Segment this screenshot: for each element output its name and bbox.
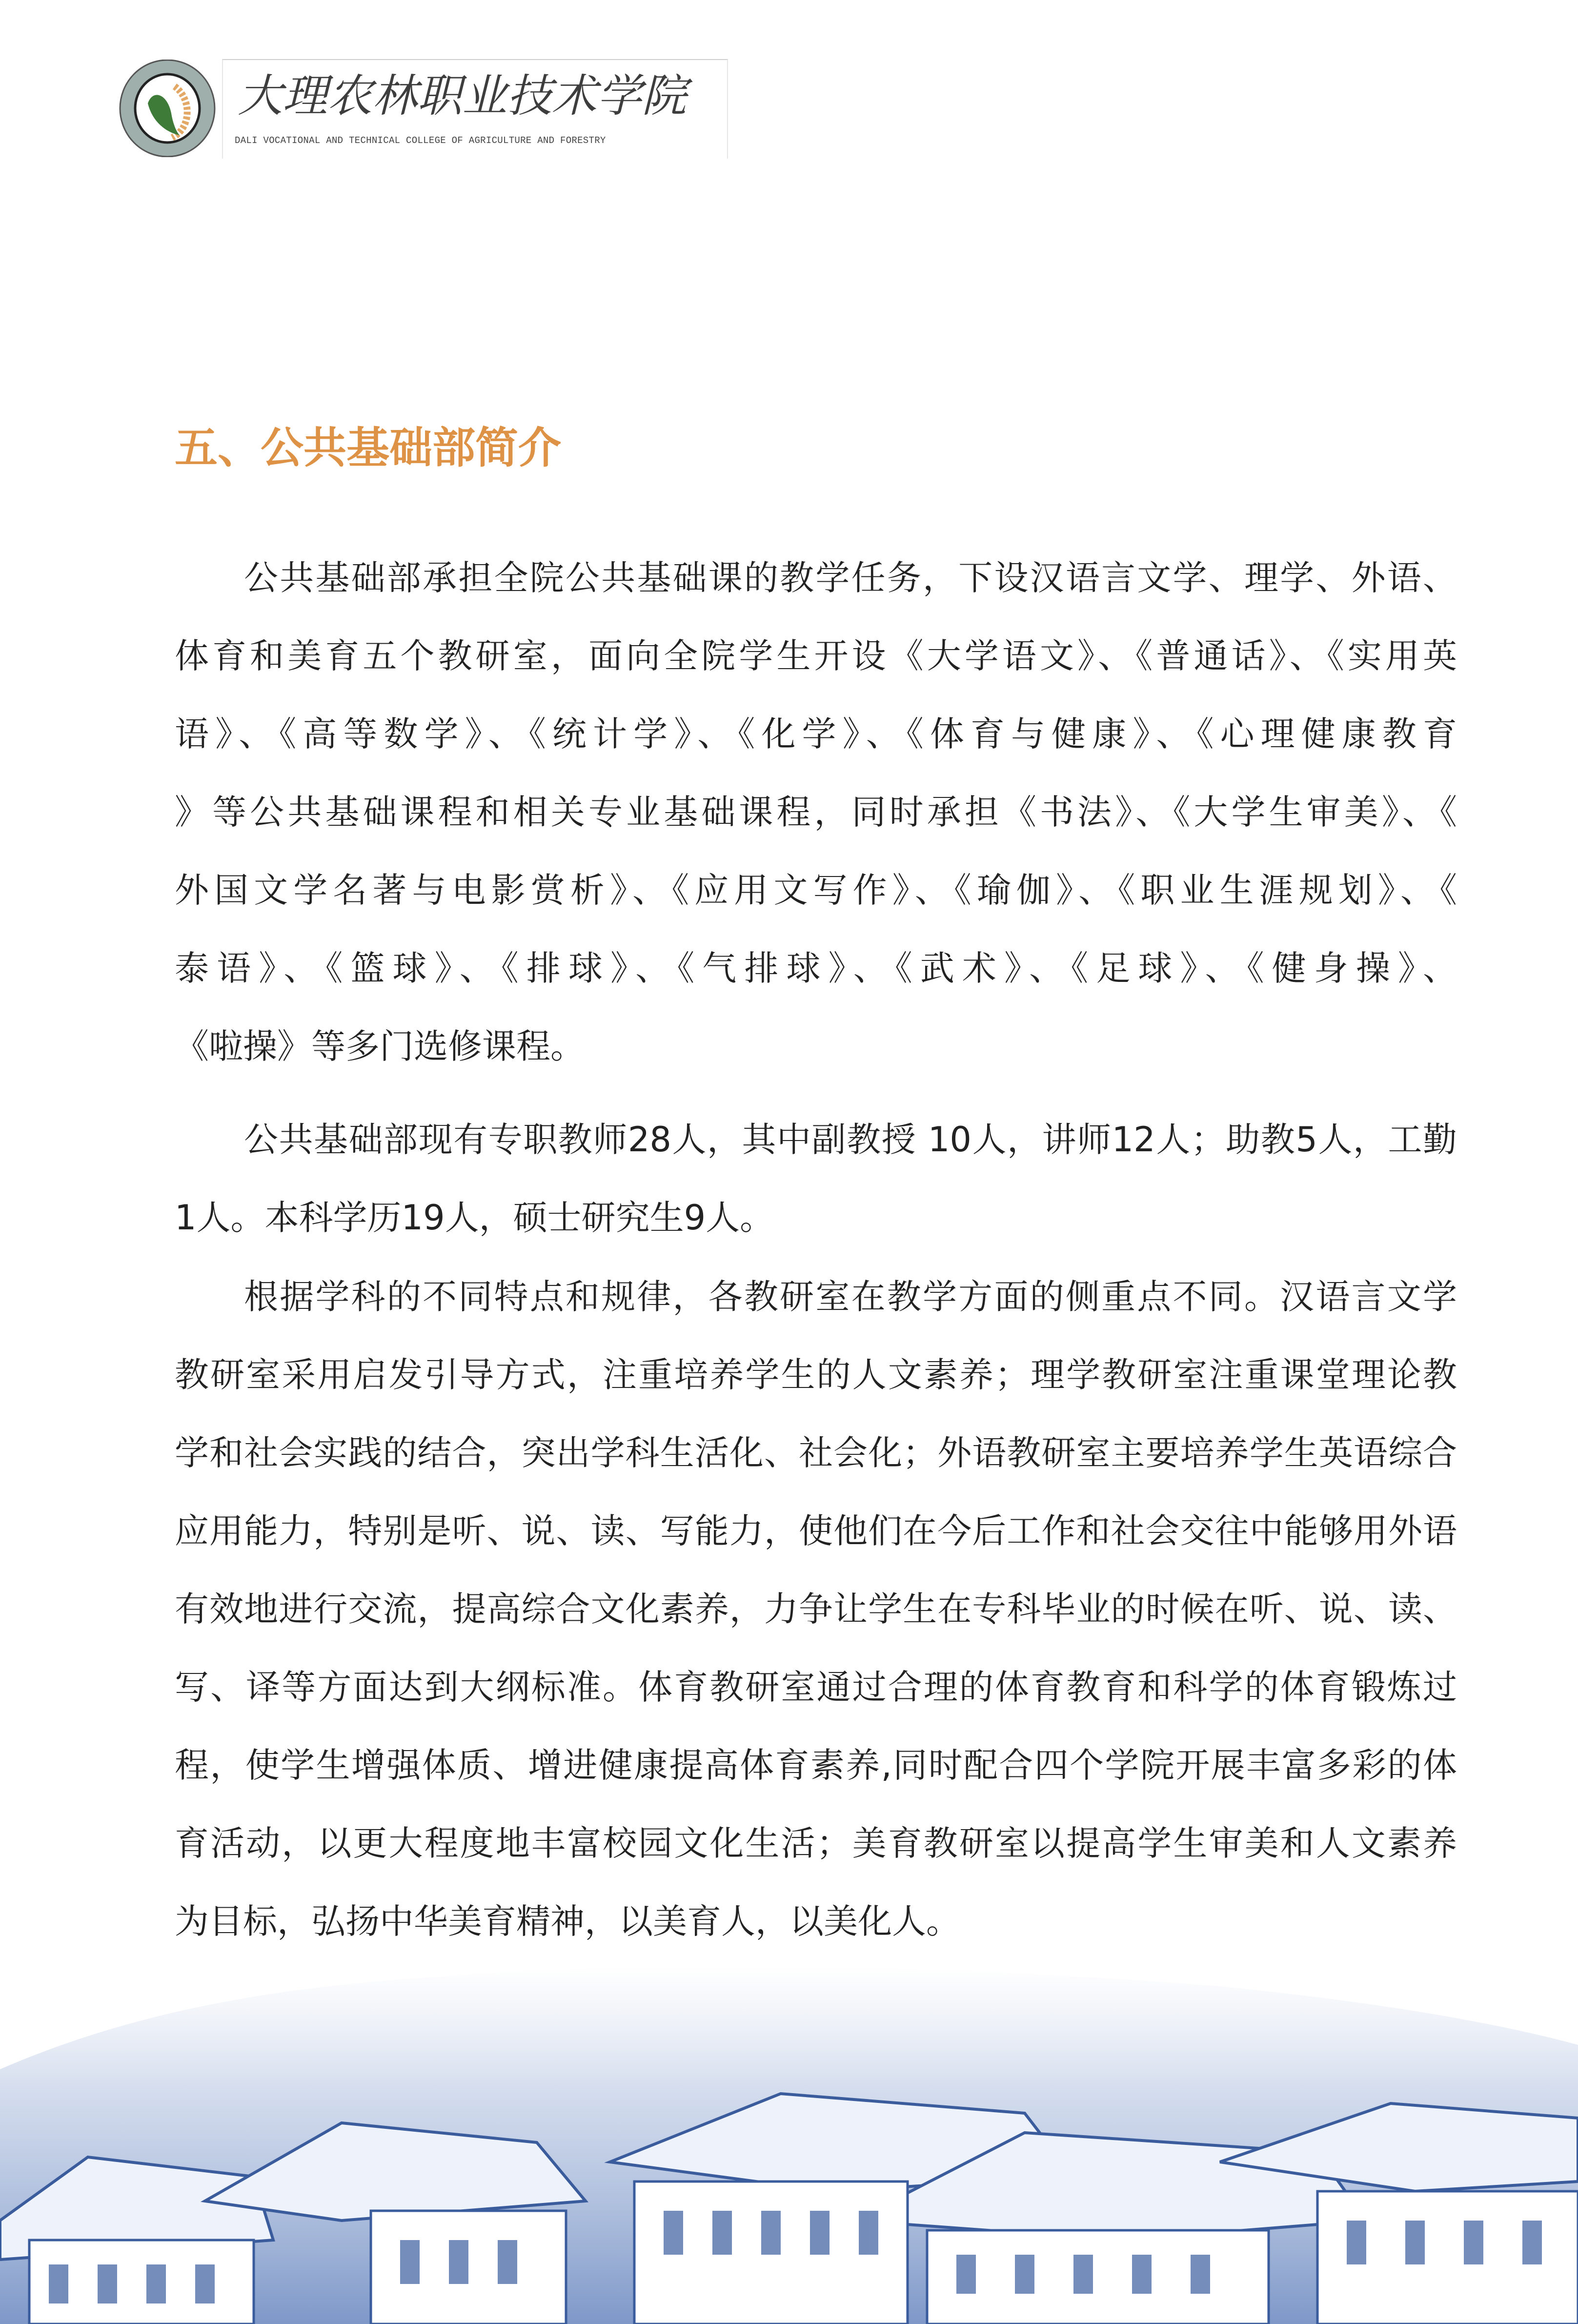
college-seal-logo: [119, 60, 216, 157]
text-line: 程，使学生增强体质、增进健康提高体育素养,同时配合四个学院开展丰富多彩的体: [175, 1745, 1457, 1785]
text-line: 《啦操》等多门选修课程。: [175, 1026, 585, 1066]
text-line: 写、译等方面达到大纲标准。体育教研室通过合理的体育教育和科学的体育锻炼过: [175, 1667, 1457, 1707]
text-line: 》等公共基础课程和相关专业基础课程，同时承担《书法》、《大学生审美》、《: [175, 792, 1457, 832]
paragraph-staff: [175, 1101, 1457, 1257]
text-line: 应用能力，特别是听、说、读、写能力，使他们在今后工作和社会交往中能够用外语: [175, 1511, 1457, 1551]
text-line: 公共基础部承担全院公共基础课的教学任务，下设汉语言文学、理学、外语、: [244, 558, 1457, 598]
text-line: 泰语》、《篮球》、《排球》、《气排球》、《武术》、《足球》、《健身操》、: [175, 948, 1457, 988]
logo-chinese-name: 大理农林职业技术学院: [238, 70, 687, 122]
text-line: 公共基础部现有专职教师28人，其中副教授 10人，讲师12人；助教5人，工勤: [244, 1120, 1457, 1160]
paragraph-courses: [175, 539, 1457, 1085]
text-line: 语》、《高等数学》、《统计学》、《化学》、《体育与健康》、《心理健康教育: [175, 714, 1457, 754]
text-line: 为目标，弘扬中华美育精神，以美育人，以美化人。: [175, 1901, 960, 1941]
text-line: 育活动，以更大程度地丰富校园文化生活；美育教研室以提高学生审美和人文素养: [175, 1823, 1457, 1863]
text-line: 外国文学名著与电影赏析》、《应用文写作》、《瑜伽》、《职业生涯规划》、《: [175, 870, 1457, 910]
college-logo: [222, 59, 728, 159]
text-line: 1人。本科学历19人，硕士研究生9人。: [175, 1198, 774, 1238]
text-line: 学和社会实践的结合，突出学科生活化、社会化；外语教研室主要培养学生英语综合: [175, 1433, 1457, 1473]
text-line: 根据学科的不同特点和规律，各教研室在教学方面的侧重点不同。汉语言文学: [244, 1277, 1457, 1317]
logo-english-name: DALI VOCATIONAL AND TECHNICAL COLLEGE OF AGRICULTURE AND FORESTRY: [235, 135, 606, 146]
text-line: 有效地进行交流，提高综合文化素养，力争让学生在专科毕业的时候在听、说、读、: [175, 1589, 1457, 1629]
paragraph-teaching: [175, 1258, 1457, 1960]
text-line: 体育和美育五个教研室，面向全院学生开设《大学语文》、《普通话》、《实用英: [175, 636, 1457, 676]
section-title: 五、公共基础部简介: [175, 423, 562, 473]
campus-sketch-illustration: [0, 1947, 1578, 2324]
text-line: 教研室采用启发引导方式，注重培养学生的人文素养；理学教研室注重课堂理论教: [175, 1355, 1457, 1395]
